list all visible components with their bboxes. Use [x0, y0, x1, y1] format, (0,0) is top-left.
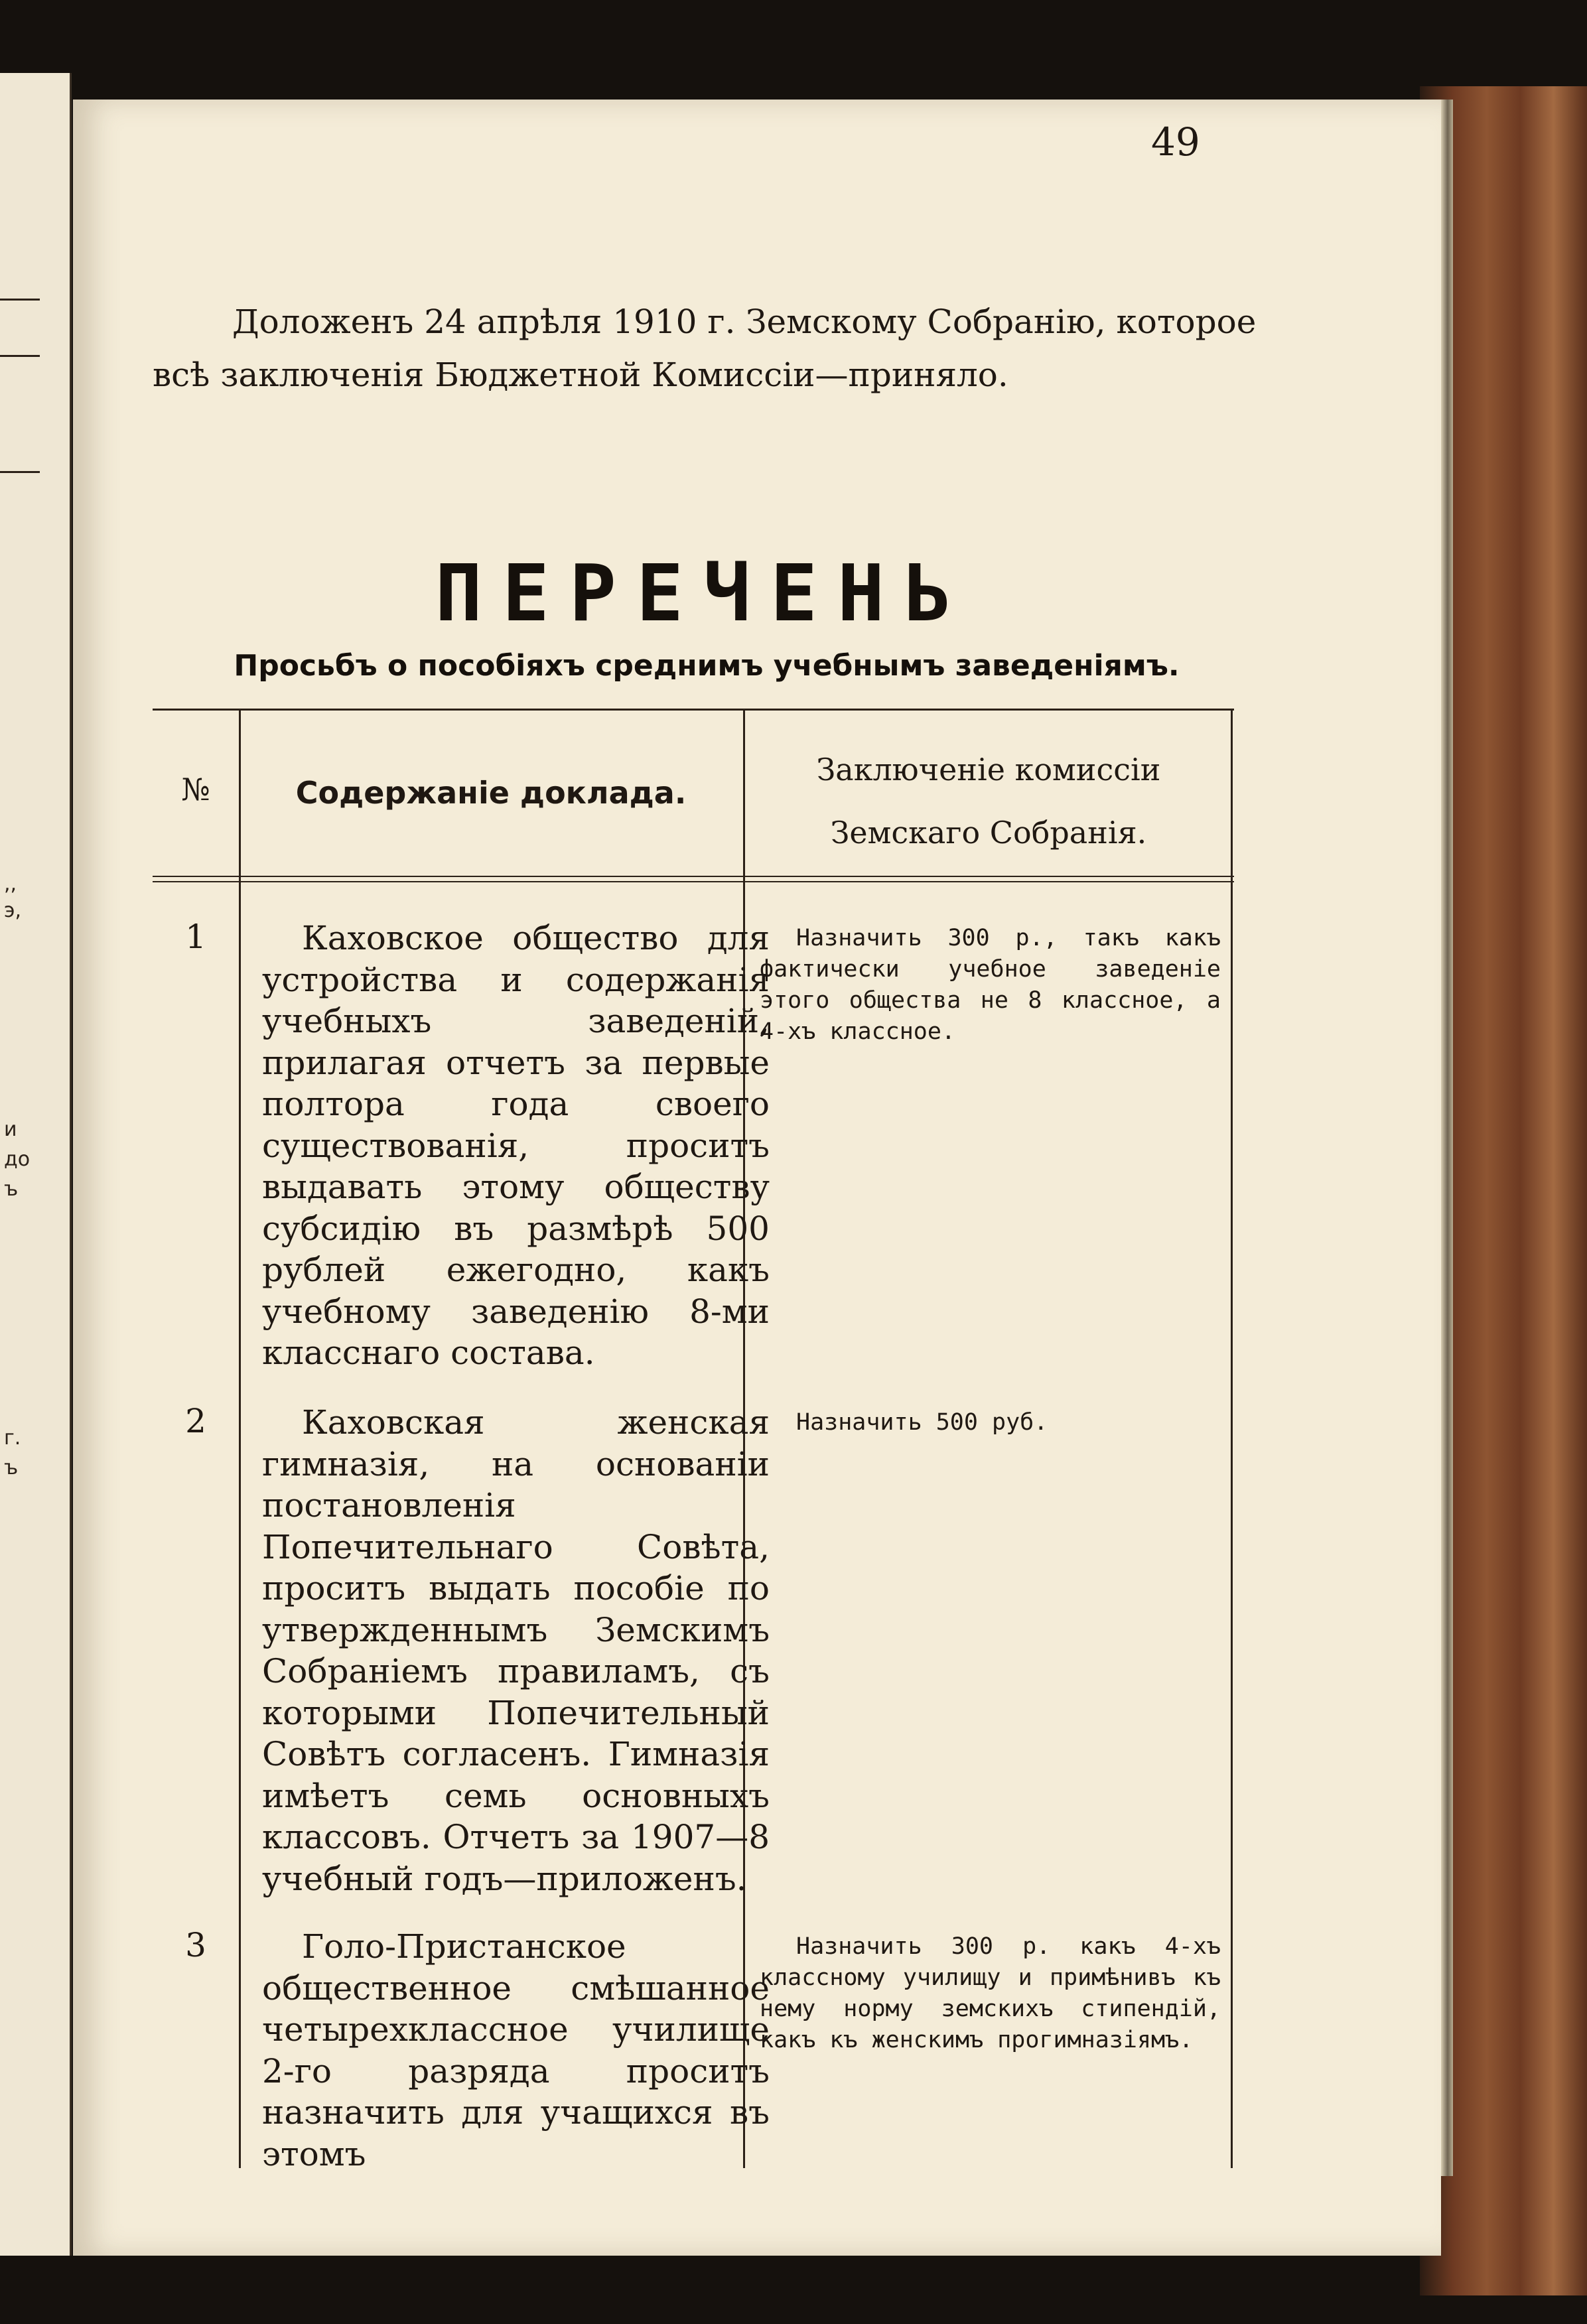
left-page-fragment: ,, [4, 872, 17, 896]
row-conclusion: Назначить 300 р., такъ какъ фактически учебное заведеніе этого общества не 8 классное, а 4-хъ классное. [760, 925, 1221, 1045]
header-conclusion: Заключеніе комиссіи Земскаго Собранія. [816, 752, 1161, 851]
row-conclusion: Назначить 300 р. какъ 4-хъ классному училищу и примѣнивъ къ нему норму земскихъ стипендій, какъ къ женскимъ прогимназіямъ. [760, 1933, 1221, 2053]
intro-line: всѣ заключенія Бюджетной Комиссіи—приняло. [153, 356, 1008, 394]
intro-line: Доложенъ 24 апрѣля 1910 г. Земскому Собранію, которое [232, 303, 1257, 341]
left-page-fragment: г. [4, 1426, 21, 1450]
header-number: № [181, 772, 210, 807]
header-rule [153, 881, 1234, 882]
left-page-fragment: до [4, 1148, 31, 1171]
intro-paragraph [153, 295, 1257, 401]
left-page-fragment: ъ [4, 1456, 19, 1479]
row-number: 2 [185, 1402, 206, 1440]
left-page-fragment: э, [4, 899, 22, 922]
table-right-border [1231, 709, 1233, 2168]
document-title: ПЕРЕЧЕНЬ [435, 547, 972, 639]
page-number: 49 [1151, 119, 1200, 165]
document-subtitle: Просьбъ о пособіяхъ среднимъ учебнымъ заведеніямъ. [234, 649, 1180, 683]
row-content: Каховское общество для устройства и содержанія учебныхъ заведеній, прилагая отчетъ за первые полтора года своего существованія, проситъ выдавать этому обществу субсидію въ размѣрѣ 500 рублей ежегодно, какъ учебному заведенію 8-ми класснаго состава. [262, 919, 770, 1372]
left-page-rule [0, 299, 40, 301]
left-page-rule [0, 355, 40, 357]
row-conclusion: Назначить 500 руб. [796, 1409, 1048, 1436]
row-content: Голо-Пристанское общественное смѣшанное четырехклассное училище 2-го разряда проситъ назначить для учащихся въ этомъ [262, 1927, 770, 2173]
left-page-fragment: ъ [4, 1178, 19, 1201]
row-content: Каховская женская гимназія, на основаніи постановленія Попечительнаго Совѣта, проситъ выдать пособіе по утвержденнымъ Земскимъ Собраніемъ правиламъ, съ которыми Попечительный Совѣтъ согласенъ. Гимназія имѣетъ семь основныхъ классовъ. Отчетъ за 1907—8 учебный годъ—приложенъ. [262, 1403, 770, 1898]
row-number: 3 [185, 1926, 206, 1964]
header-rule [153, 876, 1234, 877]
left-page-rule [0, 471, 40, 473]
table-top-rule [153, 709, 1234, 711]
column-divider [239, 709, 241, 2168]
header-content: Содержаніе доклада. [295, 775, 687, 811]
left-page-edge [0, 73, 72, 2256]
row-number: 1 [185, 918, 206, 956]
requests-table [153, 709, 1234, 2173]
left-page-fragment: и [4, 1118, 17, 1141]
